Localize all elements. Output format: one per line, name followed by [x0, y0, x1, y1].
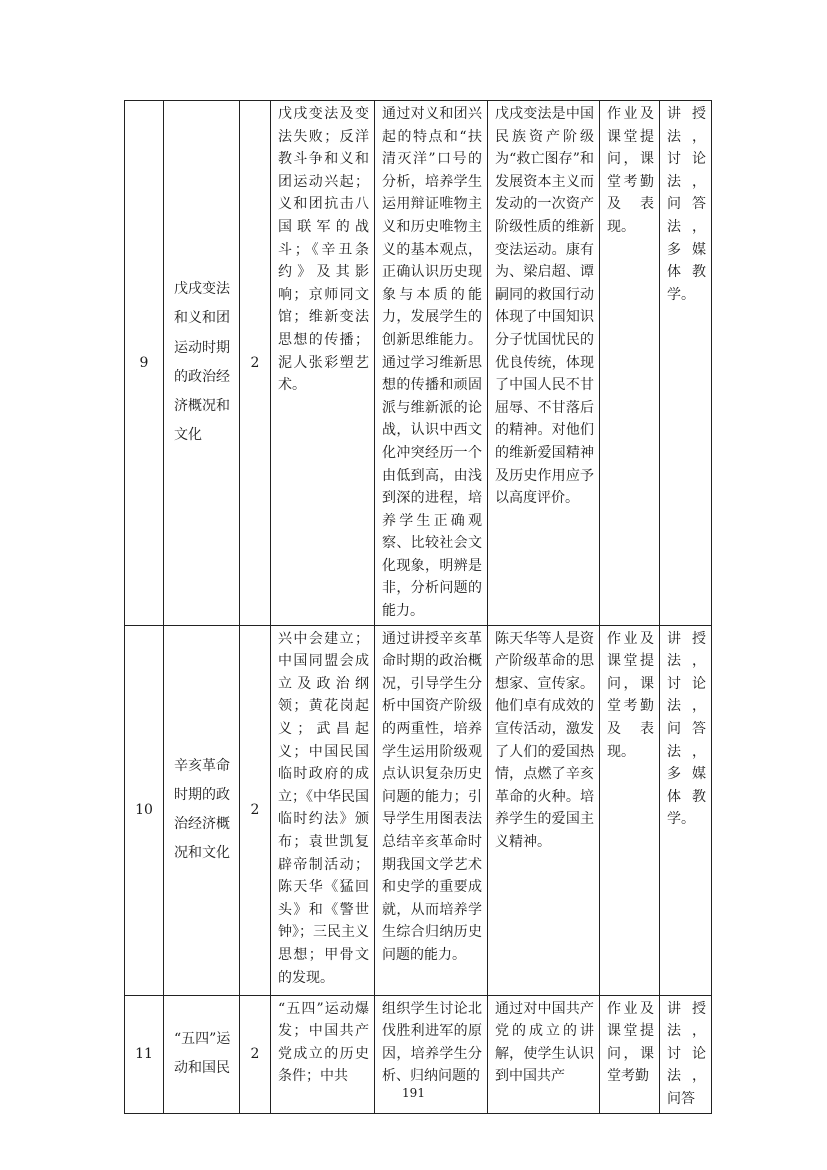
- moral-goal-text: 通过对中国共产党的成立的讲解，使学生认识到中国共产: [495, 1000, 594, 1085]
- content-text: 兴中会建立；中国同盟会成立及政治纲领；黄花岗起义；武昌起义；中国民国临时政府的成立；《中华民国临时约法》颁布；袁世凯复辟帝制活动；陈天华《猛回头》和《警世钟》；三民主义思想；甲骨文的发现。: [278, 630, 369, 986]
- ability-goal-cell: [375, 625, 488, 995]
- table-row: [125, 101, 712, 626]
- content-cell: [271, 101, 375, 626]
- ability-goal-cell: [375, 101, 488, 626]
- assessment-text: 作业及课堂提问，课堂考勤及表现。: [607, 106, 654, 235]
- row-number: 11: [125, 995, 164, 1113]
- moral-goal-cell: [488, 101, 600, 626]
- method-text: 讲授法，讨论法，问答: [667, 1000, 706, 1108]
- assessment-cell: [600, 625, 660, 995]
- content-text: 戊戌变法及变法失败；反洋教斗争和义和团运动兴起；义和团抗击八国联军的战斗；《辛丑条约》及其影响；京师同文馆；维新变法思想的传播；泥人张彩塑艺术。: [278, 106, 369, 394]
- ability-goal-text: 组织学生讨论北伐胜利进军的原因，培养学生分析、归纳问题的: [382, 1000, 482, 1085]
- topic-text: 戊戌变法和义和团运动时期的政治经济概况和文化: [174, 280, 230, 444]
- page-number: 191: [402, 1086, 425, 1100]
- hours-cell: 2: [240, 995, 271, 1113]
- topic-cell: [164, 101, 240, 626]
- hours-cell: 2: [240, 101, 271, 626]
- ability-goal-text: 通过讲授辛亥革命时期的政治概况，引导学生分析中国资产阶级的两重性，培养学生运用阶级观点认识复杂历史问题的能力；引导学生用图表法总结辛亥革命时期我国文学艺术和史学的重要成就，从而培养学生综合归纳历史问题的能力。: [382, 630, 482, 963]
- assessment-cell: [600, 101, 660, 626]
- topic-text: 辛亥革命时期的政治经济概况和文化: [174, 757, 230, 862]
- row-number: 10: [125, 625, 164, 995]
- method-cell: [660, 101, 712, 626]
- assessment-text: 作业及课堂提问，课堂考勤及表现。: [607, 630, 654, 760]
- content-cell: [271, 625, 375, 995]
- topic-text: “五四”运动和国民: [174, 1030, 231, 1077]
- moral-goal-text: 戊戌变法是中国民族资产阶级为“救亡图存”和发展资本主义而发动的一次资产阶级性质的维新变法运动。康有为、梁启超、谭嗣同的救国行动体现了中国知识分子忧国忧民的优良传统，体现了中国人民不甘屈辱、不甘落后的精神。对他们的维新爱国精神及历史作用应予以高度评价。: [495, 106, 594, 507]
- method-text: 讲授法，讨论法，问答法，多媒体教学。: [667, 630, 706, 828]
- row-number: 9: [125, 101, 164, 626]
- table-row: [125, 625, 712, 995]
- course-schedule-table: [124, 100, 712, 1114]
- method-text: 讲授法，讨论法，问答法，多媒体教学。: [667, 106, 706, 303]
- topic-cell: [164, 625, 240, 995]
- moral-goal-cell: [488, 625, 600, 995]
- hours-cell: 2: [240, 625, 271, 995]
- content-text: “五四”运动爆发；中国共产党成立的历史条件；中共: [278, 1000, 369, 1085]
- method-cell: [660, 625, 712, 995]
- ability-goal-text: 通过对义和团兴起的特点和“扶清灭洋”口号的分析，培养学生运用辩证唯物主义和历史唯物主义的基本观点，正确认识历史现象与本质的能力，发展学生的创新思维能力。通过学习维新思想的传播和顽固派与维新派的论战，认识中西文化冲突经历一个由低到高，由浅到深的进程，培养学生正确观察、比较社会文化现象，明辨是非，分析问题的能力。: [382, 106, 482, 620]
- moral-goal-text: 陈天华等人是资产阶级革命的思想家、宣传家。他们卓有成效的宣传活动，激发了人们的爱国热情，点燃了辛亥革命的火种。培养学生的爱国主义精神。: [495, 630, 594, 850]
- assessment-text: 作业及课堂提问，课堂考勤: [607, 1000, 654, 1085]
